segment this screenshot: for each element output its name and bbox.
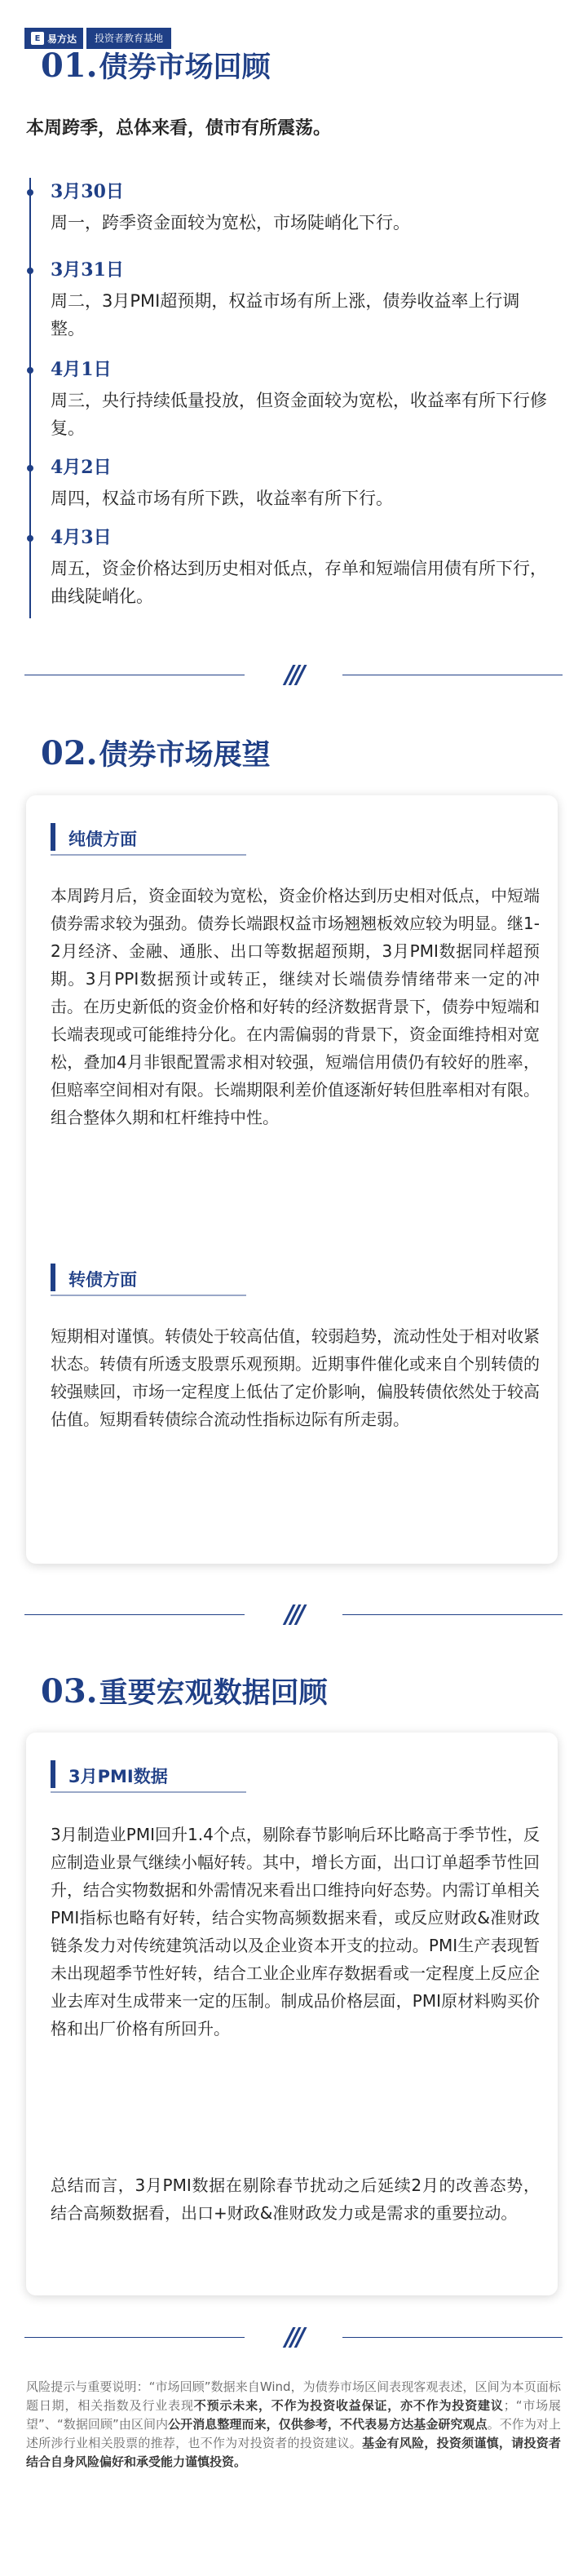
subsection-header bbox=[51, 1259, 246, 1296]
section3-title bbox=[41, 1671, 328, 1711]
timeline-date: 4月1日 bbox=[51, 359, 112, 380]
brand-name: 易方达 bbox=[47, 33, 77, 45]
outlook-card bbox=[26, 795, 558, 1564]
subsection-underline bbox=[51, 1295, 246, 1296]
subsection-marker bbox=[51, 823, 55, 851]
timeline-date: 3月30日 bbox=[51, 181, 124, 202]
disclaimer-text: 。不作为对上述所涉行业相关股票的推荐，也不作为对投资者的投资建议。 bbox=[26, 2417, 561, 2450]
section-divider bbox=[24, 1599, 563, 1631]
divider-line-right bbox=[342, 2337, 563, 2338]
pmi-summary-text: 总结而言，3月PMI数据在剔除春节扰动之后延续2月的改善态势，结合高频数据看，出口+财政&准财政发力或是需求的重要拉动。 bbox=[51, 2175, 540, 2223]
subsection-header bbox=[51, 1755, 246, 1793]
disclaimer-text: ；“市场展望”、“数据回顾”由区间内 bbox=[26, 2398, 561, 2432]
convertible-outlook-text: 短期相对谨慎。转债处于较高估值，较弱趋势，流动性处于相对收紧状态。转债有所透支股票乐观预期。近期事件催化或来自个别转债的较强赎回，市场一定程度上低估了定价影响，偏股转债依然处于较高估值。短期看转债综合流动性指标边际有所走弱。 bbox=[51, 1326, 540, 1429]
section1-intro: 本周跨季，总体来看，债市有所震荡。 bbox=[26, 118, 332, 139]
timeline bbox=[29, 178, 551, 618]
subsection-title: 转债方面 bbox=[68, 1270, 137, 1290]
divider-line-left bbox=[24, 2337, 245, 2338]
timeline-dot bbox=[27, 189, 33, 196]
header-tagline: 投资者教育基地 bbox=[86, 28, 171, 49]
subsection-marker bbox=[51, 1264, 55, 1291]
subsection-header bbox=[51, 818, 246, 856]
section3-heading: 重要宏观数据回顾 bbox=[99, 1677, 328, 1710]
timeline-text: 周四，权益市场有所下跌，收益率有所下行。 bbox=[51, 489, 393, 508]
timeline-line bbox=[29, 178, 31, 618]
disclaimer-text: 风险提示与重要说明：“市场回顾”数据来自Wind，为债券市场区间表现客观表述，区间为本页面标题日期，相关指数及行业表现 bbox=[26, 2379, 561, 2413]
section-divider bbox=[24, 2321, 563, 2354]
timeline-text: 周一，跨季资金面较为宽松，市场陡峭化下行。 bbox=[51, 213, 410, 232]
disclaimer-bold: 基金有风险，投资须谨慎，请投资者结合自身风险偏好和承受能力谨慎投资。 bbox=[26, 2436, 561, 2469]
pmi-analysis-text: 3月制造业PMI回升1.4个点，剔除春节影响后环比略高于季节性，反应制造业景气继续小幅好转。其中，增长方面，出口订单超季节性回升，结合实物数据和外需情况来看出口维持向好态势。内需订单相关PMI指标也略有好转，结合实物高频数据来看，或反应财政&准财政链条发力对传统建筑活动以及企业资本开支的拉动。PMI生产表现暂未出现超季节性好转，结合工业企业库存数据看或一定程度上反应企业去库对生成带来一定的压制。制成品价格层面，PMI原材料购买价格和出厂价格有所回升。 bbox=[51, 1825, 540, 2038]
timeline-dot bbox=[27, 268, 33, 274]
subsection-marker bbox=[51, 1760, 55, 1788]
bond-outlook-text: 本周跨月后，资金面较为宽松，资金价格达到历史相对低点，中短端债券需求较为强劲。债券长端跟权益市场翘翘板效应较为明显。继1-2月经济、金融、通胀、出口等数据超预期，3月PMI数据同样超预期。3月PPI数据预计或转正，继续对长端债券情绪带来一定的冲击。在历史新低的资金价格和好转的经济数据背景下，债券中短端和长端表现或可能维持分化。在内需偏弱的背景下，资金面维持相对宽松，叠加4月非银配置需求相对较强，短端信用债仍有较好的胜率，但赔率空间相对有限。长端期限利差价值逐渐好转但胜率相对有限。组合整体久期和杠杆维持中性。 bbox=[51, 886, 540, 1127]
risk-disclaimer bbox=[26, 2378, 561, 2472]
divider-slash-mark: /// bbox=[285, 1600, 302, 1629]
section-divider bbox=[24, 659, 563, 692]
disclaimer-bold: 公开消息整理而来，仅供参考，不代表易方达基金研究观点 bbox=[168, 2417, 488, 2432]
timeline-date: 4月2日 bbox=[51, 457, 112, 478]
macro-card bbox=[26, 1733, 558, 2295]
timeline-dot bbox=[27, 465, 33, 471]
divider-slash-mark: /// bbox=[285, 2323, 302, 2352]
section2-title bbox=[41, 733, 271, 773]
section1-title bbox=[41, 45, 271, 86]
divider-slash-mark: /// bbox=[285, 661, 302, 689]
timeline-dot bbox=[27, 535, 33, 542]
disclaimer-bold: 不预示未来，不作为投资收益保证，亦不作为投资建议 bbox=[193, 2398, 504, 2413]
timeline-text: 周五，资金价格达到历史相对低点，存单和短端信用债有所下行，曲线陡峭化。 bbox=[51, 559, 547, 606]
subsection-underline bbox=[51, 854, 246, 856]
timeline-date: 4月3日 bbox=[51, 527, 112, 548]
subsection-underline bbox=[51, 1791, 246, 1793]
timeline-text: 周二，3月PMI超预期，权益市场有所上涨，债券收益率上行调整。 bbox=[51, 291, 520, 339]
section1-heading: 债券市场回顾 bbox=[99, 51, 271, 84]
timeline-dot bbox=[27, 367, 33, 374]
subsection-title: 纯债方面 bbox=[68, 830, 137, 849]
section1-number: 01. bbox=[41, 46, 98, 85]
section2-heading: 债券市场展望 bbox=[99, 739, 271, 772]
section3-number: 03. bbox=[41, 1672, 98, 1711]
divider-line-right bbox=[342, 1614, 563, 1615]
divider-line-left bbox=[24, 1614, 245, 1615]
timeline-date: 3月31日 bbox=[51, 259, 124, 281]
brand-icon: E bbox=[31, 32, 44, 45]
subsection-title: 3月PMI数据 bbox=[68, 1767, 168, 1786]
section2-number: 02. bbox=[41, 734, 98, 772]
timeline-text: 周三，央行持续低量投放，但资金面较为宽松，收益率有所下行修复。 bbox=[51, 391, 547, 438]
